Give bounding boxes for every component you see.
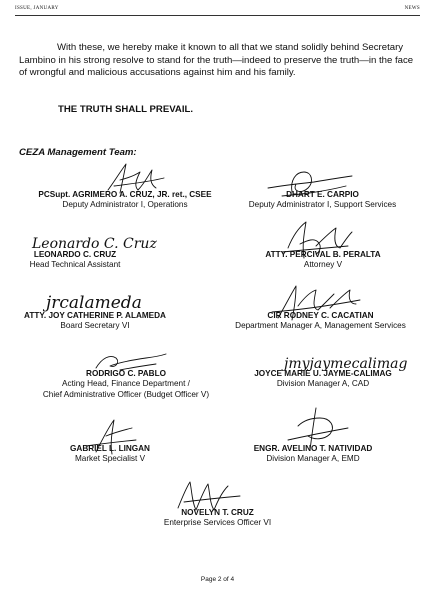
header-section: NEWS	[404, 6, 420, 11]
signatory-title: Market Specialist V	[74, 454, 146, 464]
signatory-title-line2: Chief Administrative Officer (Budget Officer V)	[42, 389, 210, 399]
signatory-name: CIR RODNEY C. CACATIAN	[267, 311, 374, 320]
signatory-title: Board Secretary VI	[60, 321, 130, 331]
signatory-block	[20, 369, 232, 400]
page-number: Page 2 of 4	[200, 576, 235, 583]
motto: THE TRUTH SHALL PREVAIL.	[58, 104, 194, 115]
signatory-name: LEONARDO C. CRUZ	[33, 250, 117, 259]
signatory-title: Acting Head, Finance Department /	[62, 379, 190, 389]
signatory-name: ATTY. PERCIVAL B. PERALTA	[265, 250, 381, 259]
signatory-block	[0, 311, 190, 332]
statement-paragraph: With these, we hereby make it known to all that we stand solidly behind Secretary Lambino in his strong resolve to stand for the truth—indeed to preserve the truth—in the face of wrongful and malicious accusations against him and his family.	[19, 42, 414, 78]
signatory-name: RODRIGO C. PABLO	[86, 369, 166, 378]
signatory-block	[120, 508, 315, 529]
signatory-name: PCSupt. AGRIMERO A. CRUZ, JR. ret., CSEE	[38, 190, 212, 199]
signatory-name: GABRIEL L. LINGAN	[70, 444, 150, 453]
signatory-title: Deputy Administrator I, Support Services	[248, 200, 397, 210]
team-heading: CEZA Management Team:	[19, 147, 137, 158]
signatory-title: Division Manager A, CAD	[276, 379, 370, 389]
signatory-block	[30, 444, 190, 465]
signatory-name: JOYCE MARIE U. JAYME-CALIMAG	[254, 369, 392, 378]
signatory-block	[0, 250, 150, 271]
signatory-block	[220, 190, 425, 211]
signatory-title: Department Manager A, Management Services	[235, 321, 406, 331]
header-issue: ISSUE, JANUARY	[15, 6, 59, 11]
signatory-block	[213, 311, 428, 332]
svg-text:jmyjaymecalimag: jmyjaymecalimag	[284, 356, 408, 372]
signatory-name: NOVELYN T. CRUZ	[181, 508, 254, 517]
signatory-name: DHART E. CARPIO	[286, 190, 359, 199]
running-header	[15, 6, 420, 16]
signatory-title: Division Manager A, EMD	[266, 454, 360, 464]
signatory-title: Head Technical Assistant	[29, 260, 121, 270]
signatory-block	[228, 444, 398, 465]
signatory-block	[5, 190, 245, 211]
svg-text:Leonardo C. Cruz: Leonardo C. Cruz	[32, 236, 157, 252]
signatory-title: Attorney V	[303, 260, 343, 270]
signatory-title: Enterprise Services Officer VI	[163, 518, 272, 528]
svg-text:jrcalameda: jrcalameda	[46, 293, 142, 313]
signatory-block	[228, 250, 418, 271]
signatory-name: ATTY. JOY CATHERINE P. ALAMEDA	[24, 311, 166, 320]
signatory-title: Deputy Administrator I, Operations	[62, 200, 188, 210]
signatory-name: ENGR. AVELINO T. NATIVIDAD	[253, 444, 373, 453]
signatory-block	[238, 369, 408, 390]
